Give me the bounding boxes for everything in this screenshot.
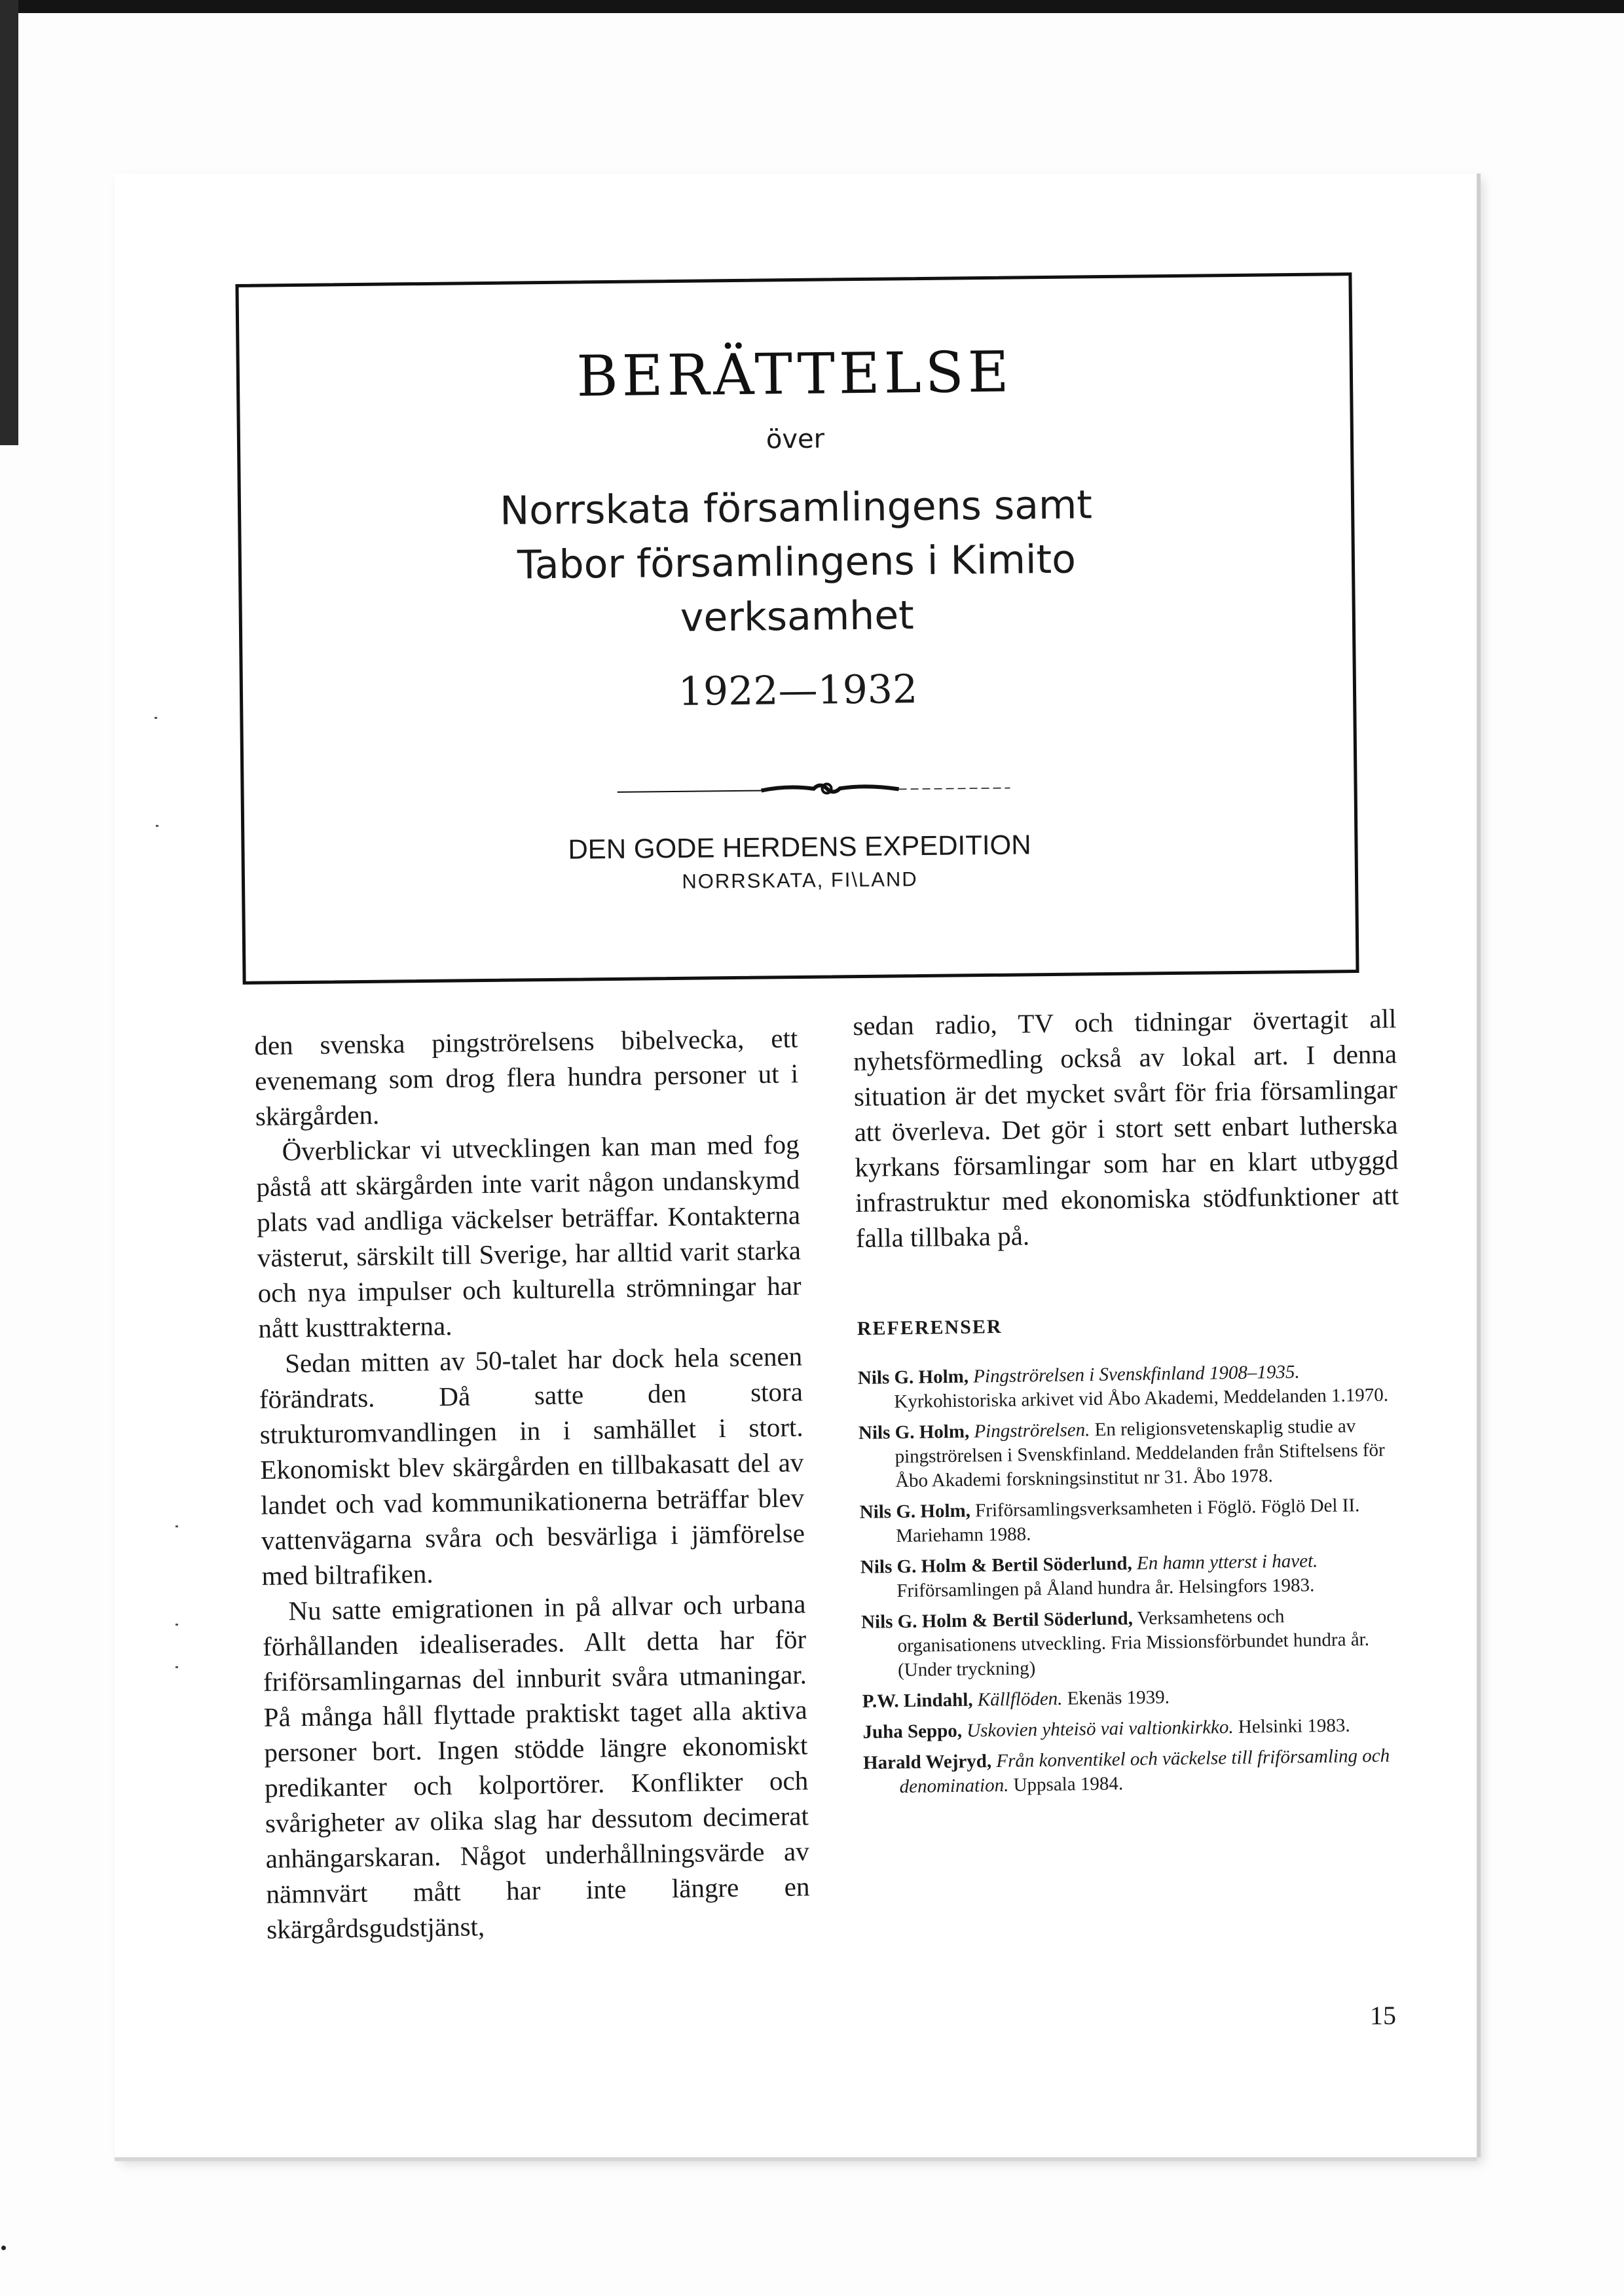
title-over: över	[766, 424, 825, 455]
reference-item	[862, 1713, 1406, 1745]
scan-speck	[1, 2246, 6, 2250]
ornamental-divider	[617, 774, 1010, 804]
paragraph: Överblickar vi utvecklingen kan man med fog påstå att skärgården inte varit någon undanskymd plats vad andliga väckelser beträffar. Kontakterna västerut, särskilt till Sverige, har alltid varit starka och nya impulser och kulturella strömningar har nått kusttrakterna.	[256, 1129, 802, 1343]
reference-title: Uskovien yhteisö vai valtionkirkko.	[966, 1716, 1234, 1741]
org-line-3: verksamhet	[680, 592, 915, 641]
reference-details: Verksamhetens och organisationens utveckling. Fria Missionsförbundet hundra år. (Under tryckning)	[897, 1605, 1370, 1681]
reference-author: P.W. Lindahl,	[862, 1689, 973, 1712]
document-title: BERÄTTELSE	[576, 339, 1013, 410]
scanner-edge-top	[0, 0, 1624, 13]
references-list	[858, 1358, 1407, 1800]
expedition-place: NORRSKATA, FI\LAND	[682, 867, 918, 893]
margin-mark	[175, 1525, 178, 1527]
title-box	[235, 272, 1359, 985]
reference-item	[859, 1493, 1403, 1549]
reference-item	[861, 1603, 1405, 1683]
paragraph: Nu satte emigrationen in på allvar och urbana förhållanden idealiserades. Allt detta har för friförsamlingarnas del innburit svåra utmaningar. På många håll flyttade praktiskt taget alla aktiva personer bort. Ingen stödde längre ekonomiskt predikanter och kolportörer. Konflikter och svårigheter av olika slag har dessutom decimerat anhängarskaran. Något underhållningsvärde av nämnvärt mått har inte längre en skärgårdsgudstjänst,	[262, 1588, 810, 1944]
reference-title: Från konventikel och väckelse till friförsamling och denomination.	[899, 1745, 1390, 1798]
reference-author: Nils G. Holm,	[858, 1421, 970, 1444]
reference-author: Nils G. Holm,	[857, 1366, 969, 1389]
reference-author: Nils G. Holm,	[859, 1500, 971, 1523]
reference-details: Kyrkohistoriska arkivet vid Åbo Akademi, Meddelanden 1.1970.	[894, 1384, 1389, 1413]
reference-item	[862, 1682, 1406, 1714]
reference-details: Helsinki 1983.	[1238, 1715, 1350, 1738]
reference-title: En hamn ytterst i havet.	[1136, 1550, 1318, 1575]
reference-item	[860, 1548, 1405, 1604]
reference-item	[858, 1358, 1402, 1415]
reference-details: Friförsamlingen på Åland hundra år. Helsingfors 1983.	[896, 1575, 1315, 1602]
scanner-edge-left	[0, 0, 18, 445]
reference-title: Pingströrelsen i Svenskfinland 1908–1935.	[973, 1361, 1300, 1387]
organization-title	[241, 475, 1353, 650]
left-column	[254, 1020, 811, 1946]
margin-mark	[175, 1624, 178, 1626]
reference-details: Uppsala 1984.	[1013, 1773, 1124, 1796]
paragraph: den svenska pingströrelsens bibelvecka, ett evenemang som drog flera hundra personer ut i skärgården.	[254, 1023, 799, 1131]
reference-item	[858, 1413, 1403, 1494]
org-line-1: Norrskata församlingens samt	[499, 482, 1093, 534]
page-number: 15	[1370, 2001, 1396, 2030]
org-line-2: Tabor församlingens i Kimito	[517, 536, 1077, 589]
right-column	[853, 1000, 1407, 1806]
references-heading: REFERENSER	[857, 1315, 1003, 1339]
reference-title: Källflöden.	[977, 1688, 1063, 1711]
paragraph: Sedan mitten av 50-talet har dock hela scenen förändrats. Då satte den stora strukturomvandlingen in i samhället i stort. Ekonomiskt blev skärgården en tillbakasatt del av landet och vad kommunikationerna beträffar blev vattenvägarna svåra och besvärliga i jämförelse med biltrafiken.	[259, 1341, 805, 1591]
paragraph: sedan radio, TV och tidningar övertagit all nyhetsförmedling också av lokal art. I denna situation är det mycket svårt för fria församlingar att överleva. Det gör i stort sett enbart lutherska kyrkans församlingar som har en klart utbyggd infrastruktur med ekonomiska stödfunktioner att falla tillbaka på.	[853, 1003, 1399, 1253]
reference-author: Nils G. Holm & Bertil Söderlund,	[860, 1608, 1134, 1633]
reference-details: Friförsamlingsverksamheten i Föglö. Föglö Del II. Mariehamn 1988.	[896, 1495, 1360, 1547]
reference-author: Nils G. Holm & Bertil Söderlund,	[860, 1553, 1132, 1578]
reference-details: En religionsvetenskaplig studie av pingströrelsen i Svenskfinland. Meddelanden från Stiftelsens för Åbo Akademi forskningsinstitut nr 31. Åbo 1978.	[895, 1415, 1385, 1492]
margin-mark	[175, 1666, 178, 1668]
reference-author: Harald Wejryd,	[862, 1751, 992, 1774]
margin-mark	[155, 717, 157, 719]
margin-mark	[156, 825, 158, 827]
reference-item	[863, 1743, 1407, 1800]
reference-title: Pingströrelsen.	[974, 1419, 1090, 1442]
reference-details: Ekenäs 1939.	[1067, 1686, 1170, 1709]
expedition-name: DEN GODE HERDENS EXPEDITION	[568, 829, 1031, 865]
year-range: 1922—1932	[678, 666, 918, 715]
reference-author: Juha Seppo,	[862, 1720, 963, 1743]
